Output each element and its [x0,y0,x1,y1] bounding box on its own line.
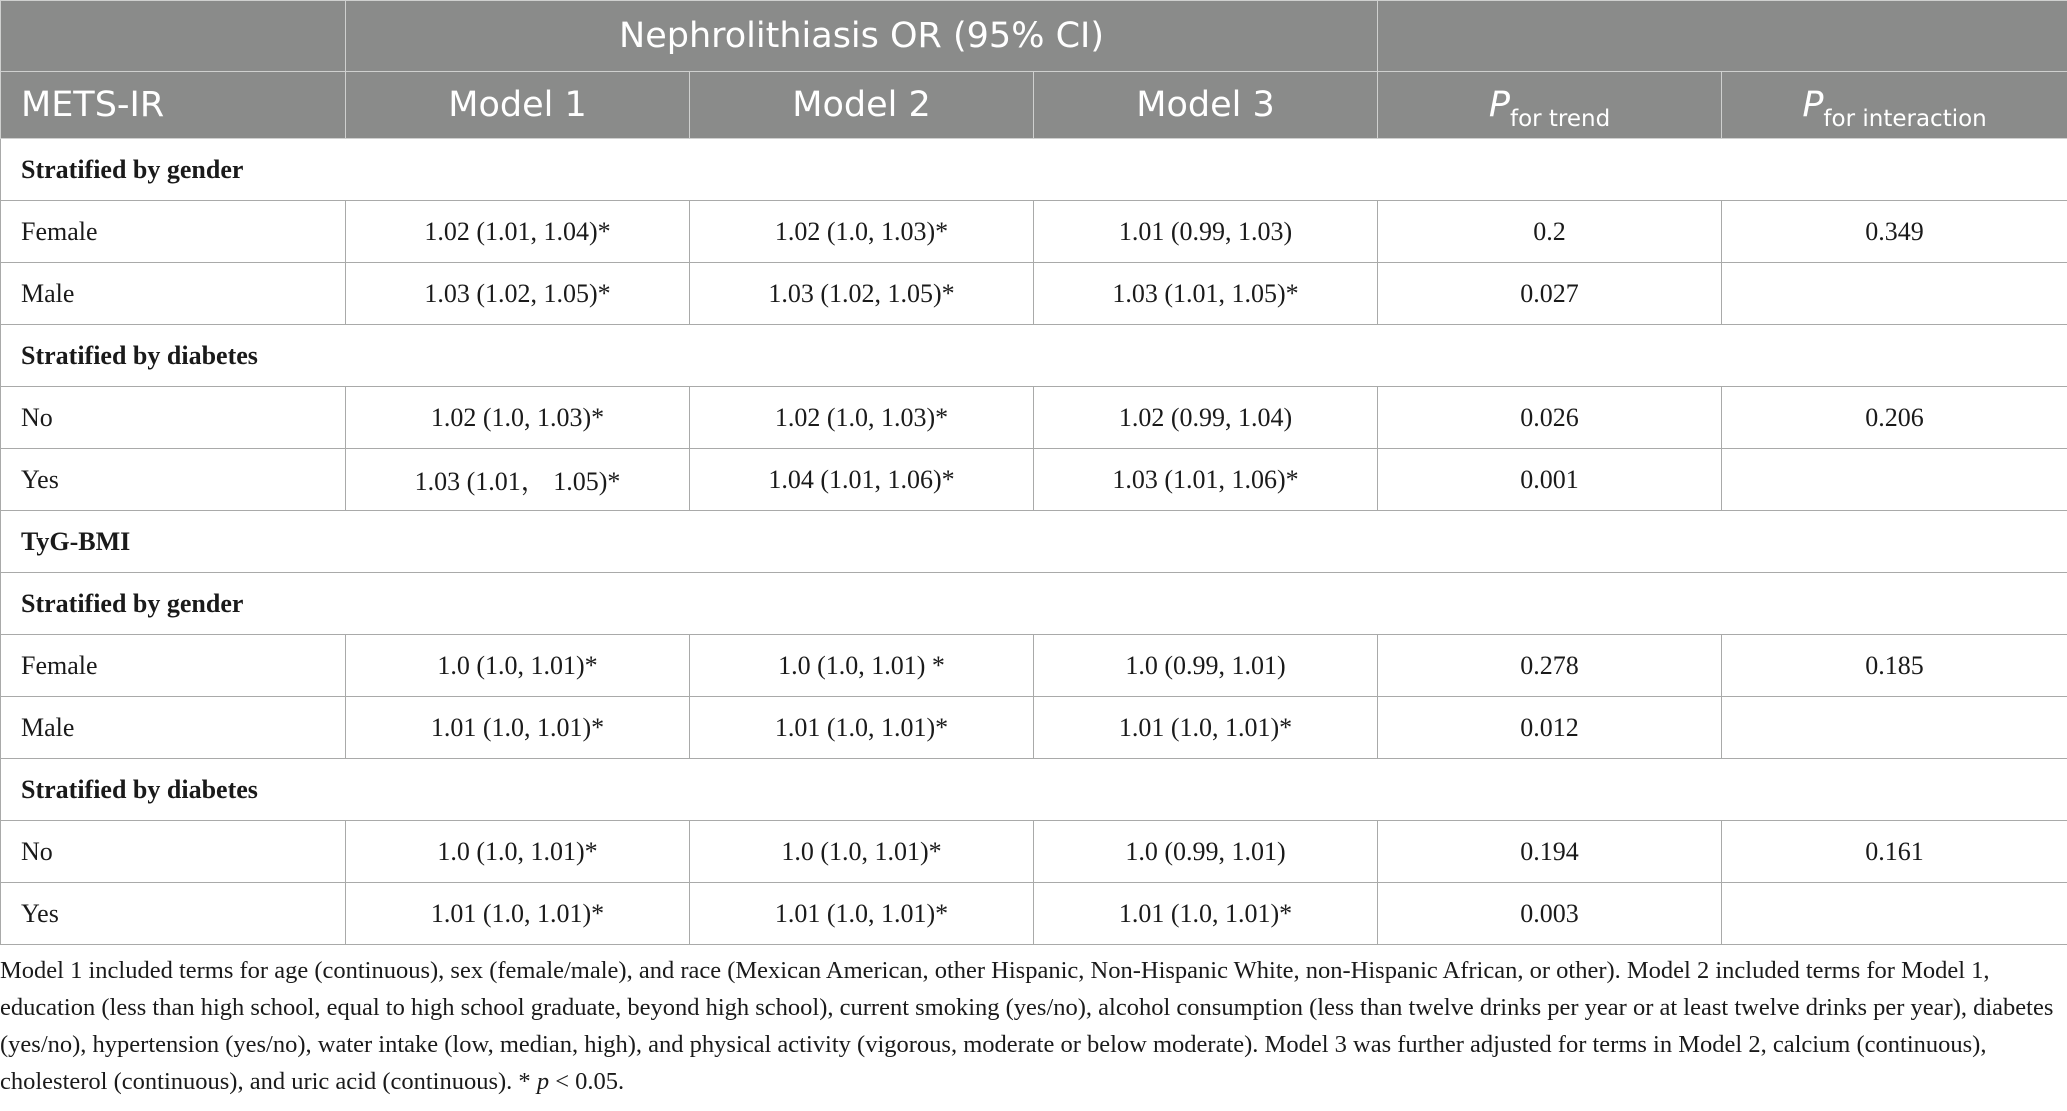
cell-model-2: 1.0 (1.0, 1.01)* [690,821,1034,883]
table-row [1,635,2067,697]
cell-model-2: 1.03 (1.02, 1.05)* [690,263,1034,325]
section-label: Stratified by gender [1,573,2067,635]
cell-model-1: 1.03 (1.02, 1.05)* [346,263,690,325]
cell-p-interaction: 0.206 [1722,387,2067,449]
cell-p-interaction: 0.349 [1722,201,2067,263]
cell-model-2: 1.04 (1.01, 1.06)* [690,449,1034,511]
cell-model-1: 1.02 (1.01, 1.04)* [346,201,690,263]
cell-model-2: 1.0 (1.0, 1.01) * [690,635,1034,697]
cell-p-trend: 0.2 [1378,201,1722,263]
cell-model-3: 1.01 (1.0, 1.01)* [1034,697,1378,759]
table-row [1,821,2067,883]
header-empty-cell [1,1,346,72]
cell-p-trend: 0.026 [1378,387,1722,449]
cell-p-trend: 0.001 [1378,449,1722,511]
cell-p-interaction [1722,883,2067,945]
header-model-3: Model 3 [1034,72,1378,139]
cell-p-interaction [1722,697,2067,759]
row-label: Male [1,697,346,759]
cell-model-2: 1.01 (1.0, 1.01)* [690,883,1034,945]
section-label: Stratified by gender [1,139,2067,201]
cell-p-trend: 0.278 [1378,635,1722,697]
cell-model-1: 1.0 (1.0, 1.01)* [346,635,690,697]
table-row [1,387,2067,449]
section-label: Stratified by diabetes [1,325,2067,387]
cell-model-3: 1.01 (1.0, 1.01)* [1034,883,1378,945]
cell-p-trend: 0.012 [1378,697,1722,759]
cell-model-1: 1.02 (1.0, 1.03)* [346,387,690,449]
header-p-symbol: P [1802,85,1824,125]
cell-model-2: 1.02 (1.0, 1.03)* [690,201,1034,263]
row-label: Female [1,201,346,263]
header-p-sub: for interaction [1823,106,1987,132]
cell-p-trend: 0.194 [1378,821,1722,883]
cell-model-3: 1.03 (1.01, 1.06)* [1034,449,1378,511]
cell-model-3: 1.03 (1.01, 1.05)* [1034,263,1378,325]
table-row [1,263,2067,325]
cell-model-1: 1.03 (1.01， 1.05)* [346,449,690,511]
header-empty-cell-right [1378,1,2067,72]
cell-p-trend: 0.027 [1378,263,1722,325]
row-label: Yes [1,883,346,945]
table-row [1,201,2067,263]
header-p-for-trend [1378,72,1722,139]
header-row-columns [1,72,2067,139]
cell-model-1: 1.0 (1.0, 1.01)* [346,821,690,883]
row-label: No [1,821,346,883]
footnote-threshold: < 0.05. [549,1068,625,1095]
cell-p-interaction: 0.185 [1722,635,2067,697]
header-nephrolithiasis-or: Nephrolithiasis OR (95% CI) [346,1,1378,72]
cell-model-2: 1.01 (1.0, 1.01)* [690,697,1034,759]
cell-model-3: 1.01 (0.99, 1.03) [1034,201,1378,263]
cell-model-2: 1.02 (1.0, 1.03)* [690,387,1034,449]
cell-model-3: 1.0 (0.99, 1.01) [1034,635,1378,697]
footnote-p-symbol: p [536,1068,550,1095]
section-row [1,759,2067,821]
footnote-text: Model 1 included terms for age (continuous), sex (female/male), and race (Mexican American, other Hispanic, Non-Hispanic White, non-Hispanic African, or other). Model 2 included terms for Model 1, education (less than high school, equal to high school graduate, beyond high school), current smoking (yes/no), alcohol consumption (less than twelve drinks per year or at least twelve drinks per year), diabetes (yes/no), hypertension (yes/no), water intake (low, median, high), and physical activity (vigorous, moderate or below moderate). Model 3 was further adjusted for terms in Model 2, calcium (continuous), cholesterol (continuous), and uric acid (continuous). * [0,957,2054,1095]
table-row [1,883,2067,945]
cell-model-1: 1.01 (1.0, 1.01)* [346,697,690,759]
row-label: No [1,387,346,449]
row-label: Female [1,635,346,697]
section-label: Stratified by diabetes [1,759,2067,821]
table-row [1,697,2067,759]
header-model-2: Model 2 [690,72,1034,139]
header-p-sub: for trend [1509,106,1611,132]
cell-model-1: 1.01 (1.0, 1.01)* [346,883,690,945]
section-row [1,139,2067,201]
cell-p-interaction [1722,449,2067,511]
row-label: Male [1,263,346,325]
table-footnote [0,952,2060,1100]
header-p-for-interaction [1722,72,2067,139]
section-row [1,325,2067,387]
header-mets-ir: METS-IR [1,72,346,139]
section-row [1,511,2067,573]
section-row [1,573,2067,635]
cell-model-3: 1.02 (0.99, 1.04) [1034,387,1378,449]
header-p-symbol: P [1488,85,1510,125]
section-label: TyG-BMI [1,511,2067,573]
header-model-1: Model 1 [346,72,690,139]
cell-model-3: 1.0 (0.99, 1.01) [1034,821,1378,883]
cell-p-trend: 0.003 [1378,883,1722,945]
cell-p-interaction [1722,263,2067,325]
header-row-top [1,1,2067,72]
cell-p-interaction: 0.161 [1722,821,2067,883]
table-row [1,449,2067,511]
row-label: Yes [1,449,346,511]
